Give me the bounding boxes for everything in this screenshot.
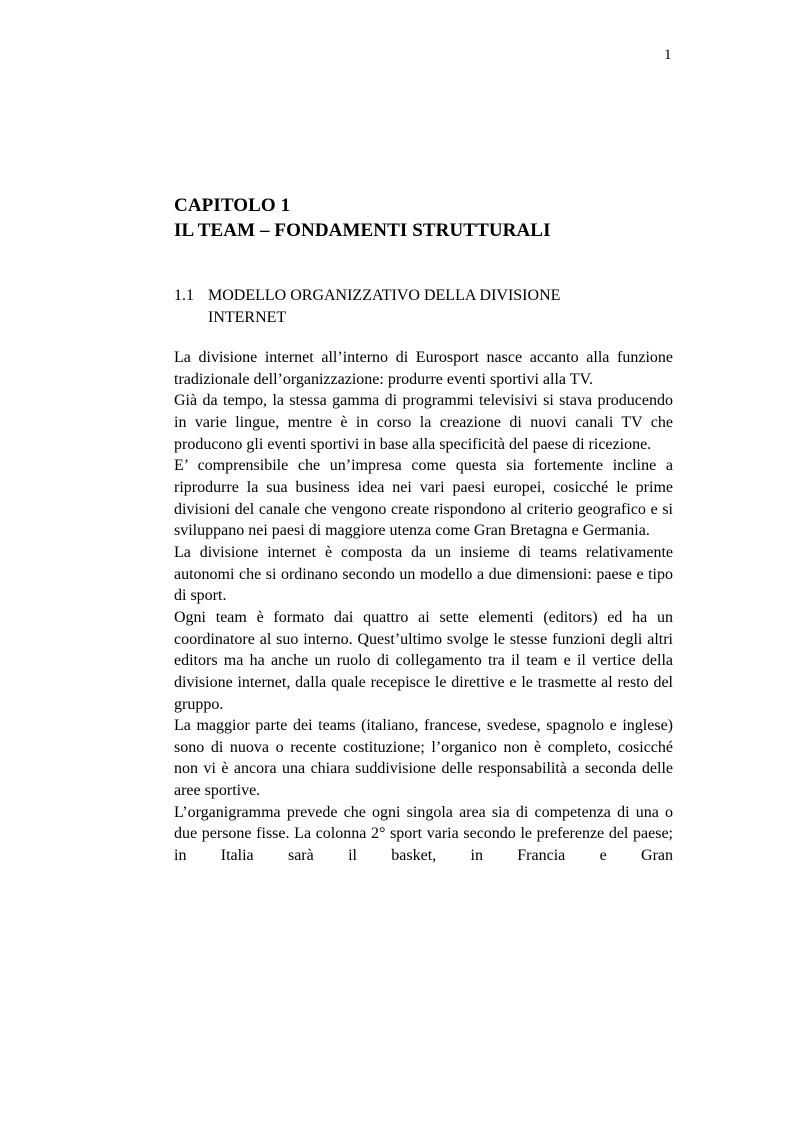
paragraph: La maggior parte dei teams (italiano, francese, svedese, spagnolo e inglese) sono di nuova o recente costituzione; l’organico non è completo, cosicché non vi è ancora una chiara suddivisione delle responsabilità a seconda delle aree sportive.: [174, 717, 673, 800]
paragraph-continued: L’organigramma prevede che ogni singola area sia di competenza di una o due persone fisse. La colonna 2° sport varia secondo le preferenze del paese; in Italia sarà il basket, in Francia e Gran: [174, 803, 673, 865]
section-number: 1.1: [174, 287, 194, 304]
paragraph: La divisione internet è composta da un insieme di teams relativamente autonomi che si ordinano secondo un modello a due dimensioni: paese e tipo di sport.: [174, 543, 673, 605]
section-title: MODELLO ORGANIZZATIVO DELLA DIVISIONE INTERNET: [208, 287, 561, 326]
section-heading: [174, 285, 634, 329]
chapter-title: IL TEAM – FONDAMENTI STRUTTURALI: [174, 220, 551, 241]
chapter-label: CAPITOLO 1: [174, 195, 291, 216]
page-number: 1: [664, 47, 672, 63]
paragraph: E’ comprensibile che un’impresa come questa sia fortemente incline a riprodurre la sua business idea nei vari paesi europei, cosicché le prime divisioni del canale che vengono create rispondono al criterio geografico e si sviluppano nei paesi di maggiore utenza come Gran Bretagna e Germania.: [174, 457, 673, 540]
chapter-heading: [174, 193, 551, 243]
paragraph: Già da tempo, la stessa gamma di programmi televisivi si stava producendo in varie lingue, mentre è in corso la creazione di nuovi canali TV che producono gli eventi sportivi in base alla specificità del paese di ricezione.: [174, 392, 673, 453]
paragraph: La divisione internet all’interno di Eurosport nasce accanto alla funzione tradizionale dell’organizzazione: produrre eventi sportivi alla TV.: [174, 349, 673, 388]
paragraph: Ogni team è formato dai quattro ai sette elementi (editors) ed ha un coordinatore al suo interno. Quest’ultimo svolge le stesse funzioni degli altri editors ma ha anche un ruolo di collegamento tra il team e il vertice della divisione internet, dalla quale recepisce le direttive e le trasmette al resto del gruppo.: [174, 608, 673, 713]
body-text: [174, 347, 673, 867]
